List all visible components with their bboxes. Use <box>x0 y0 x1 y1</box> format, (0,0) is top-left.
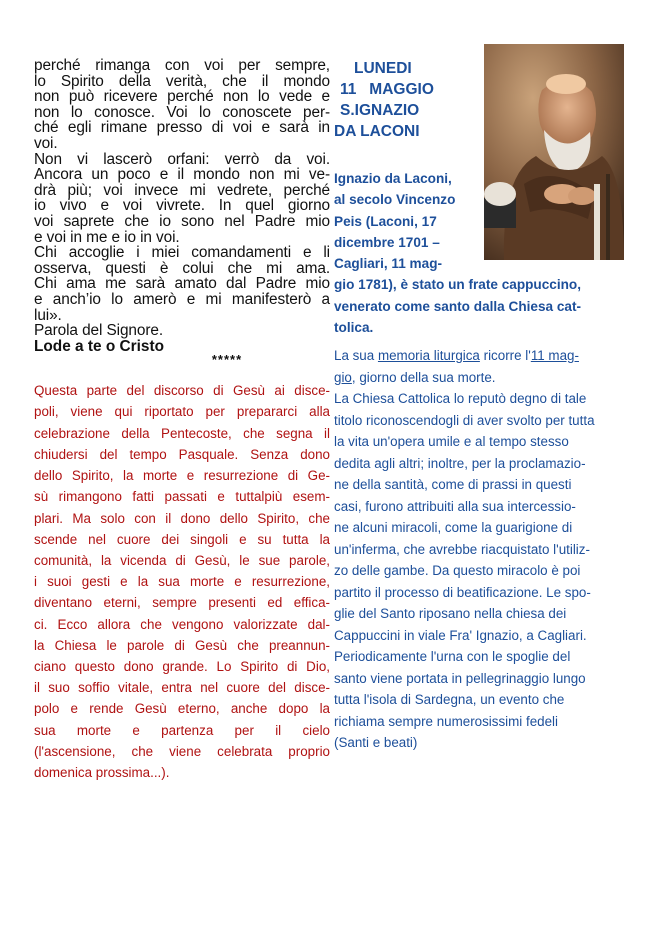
link-11-maggio-cont[interactable]: gio <box>334 369 352 385</box>
saint-name-line1: S.IGNAZIO <box>340 102 420 119</box>
body-line: ne alcuni miracoli, come la guarigione di <box>334 520 573 535</box>
intro-line: Ignazio da Laconi, <box>334 171 452 186</box>
gospel-line: ché egli rimane presso di voi e sarà in <box>34 119 330 137</box>
body-text: , giorno della sua morte. <box>351 369 496 385</box>
date: 11 MAGGIO <box>340 81 434 98</box>
body-line: Cappuccini in viale Fra' Ignazio, a Cagliari. <box>334 627 587 643</box>
commentary-line: sua morte e partenza per il cielo <box>34 722 330 738</box>
commentary-line: polo e rende Gesù eterno, anche dopo la <box>34 701 330 717</box>
intro-line: tolica. <box>334 320 374 336</box>
commentary-line: celebrazione della Pentecoste, che segna il <box>34 425 330 441</box>
weekday: LUNEDI <box>354 60 412 77</box>
body-line <box>334 345 626 367</box>
date-heading <box>334 58 434 142</box>
gospel-text <box>34 58 330 339</box>
intro-line: dicembre 1701 – <box>334 234 440 250</box>
body-line: richiama sempre numerosissimi fedeli <box>334 713 558 729</box>
gospel-line: lo Spirito della verità, che il mondo <box>34 72 330 90</box>
acclamation: Lode a te o Cristo <box>34 337 164 355</box>
gospel-column <box>34 58 330 783</box>
body-line: casi, furono attribuiti alla sua intercessio- <box>334 498 576 514</box>
saint-biography <box>334 345 626 754</box>
intro-line: gio 1781), è stato un frate cappuccino, <box>334 277 582 293</box>
body-text: ricorre l' <box>479 348 531 363</box>
commentary-line: Questa parte del discorso di Gesù ai disce- <box>34 383 330 399</box>
commentary-line: domenica prossima...). <box>34 764 170 780</box>
link-11-maggio[interactable]: 11 mag- <box>530 348 579 363</box>
commentary-line: scende nel cuore dei singoli e su tutta la <box>34 531 330 547</box>
gospel-line: io vivo e voi vivrete. In quel giorno <box>34 197 330 215</box>
commentary-line: dello Spirito, la morte e resurrezione di Ge- <box>34 468 330 484</box>
body-text: La sua <box>334 348 378 363</box>
commentary <box>34 380 330 783</box>
intro-line: venerato come santo dalla Chiesa cat- <box>334 298 582 314</box>
commentary-line: sù rimangono fatti passati e tuttalpiù esem- <box>34 489 330 505</box>
body-line: (Santi e beati) <box>334 735 418 750</box>
body-line: La Chiesa Cattolica lo reputò degno di tale <box>334 391 587 406</box>
body-line: tutta l'isola di Sardegna, un evento che <box>334 692 565 707</box>
gospel-line: Ancora un poco e il mondo non mi ve- <box>34 166 330 184</box>
body-line: glie del Santo riposano nella chiesa dei <box>334 606 567 621</box>
gospel-line: non può ricevere perché non lo vede e <box>34 88 330 106</box>
gospel-line: voi. <box>34 134 58 152</box>
gospel-line: lui». <box>34 306 62 324</box>
gospel-line: voi saprete che io sono nel Padre mio <box>34 212 330 230</box>
gospel-line: perché rimanga con voi per sempre, <box>34 57 330 74</box>
commentary-line: ci. Ecco allora che vengono valorizzate dal- <box>34 616 330 632</box>
gospel-line: Non vi lascerò orfani: verrò da voi. <box>34 150 330 168</box>
gospel-line: Parola del Signore. <box>34 322 164 340</box>
gospel-line: non lo conosce. Voi lo conoscete per- <box>34 103 330 121</box>
gospel-line: drà più; voi invece mi vedrete, perché <box>34 181 330 199</box>
body-line: un'inferma, che avrebbe riacquistato l'utiliz- <box>334 541 590 557</box>
commentary-line: chiudersi del tempo Pasquale. Senza dono <box>34 446 330 462</box>
gospel-line: e voi in me e io in voi. <box>34 228 180 246</box>
commentary-line: (l'ascensione, che viene celebrata proprio <box>34 743 330 759</box>
intro-line: Peis (Laconi, 17 <box>334 213 437 229</box>
body-line: titolo riconoscendogli di aver svolto per tutta <box>334 412 595 428</box>
body-line: ne della santità, come di prassi in questi <box>334 477 572 492</box>
commentary-line: ciano questo dono grande. Lo Spirito di Dio, <box>34 658 330 674</box>
gospel-line: osserva, questi è colui che mi ama. <box>34 259 330 277</box>
commentary-line: comunità, la vicenda di Gesù, le sue parole, <box>34 552 330 568</box>
intro-line: Cagliari, 11 mag- <box>334 256 443 272</box>
saint-intro <box>334 168 624 338</box>
commentary-line: poli, viene qui riportato per prepararci alla <box>34 404 330 420</box>
body-line: dedita agli altri; inoltre, per la proclamazio- <box>334 455 586 471</box>
commentary-line: plari. Ma solo con il dono dello Spirito, che <box>34 510 330 526</box>
gospel-line: Chi ama me sarà amato dal Padre mio <box>34 275 330 293</box>
link-memoria-liturgica[interactable]: memoria liturgica <box>377 348 480 363</box>
body-line <box>334 367 626 389</box>
gospel-line: e anch’io lo amerò e mi manifesterò a <box>34 290 330 308</box>
commentary-line: diventano eterni, sempre presenti ed effica- <box>34 595 330 611</box>
gospel-line: Chi accoglie i miei comandamenti e li <box>34 244 330 262</box>
commentary-line: la Chiesa le parole di Gesù che preannun- <box>34 637 330 653</box>
separator-stars: ***** <box>211 352 243 368</box>
body-line: santo viene portata in pellegrinaggio lungo <box>334 670 586 686</box>
body-line: zo delle gambe. Da questo miracolo è poi <box>334 563 581 578</box>
body-line: partito il processo di beatificazione. Le spo- <box>334 584 591 600</box>
commentary-line: il suo soffio vitale, entra nel cuore del disce- <box>34 680 330 696</box>
intro-line: al secolo Vincenzo <box>334 192 456 208</box>
body-line: Periodicamente l'urna con le spoglie del <box>334 649 571 664</box>
body-line: la vita un'opera umile e al tempo stesso <box>334 434 569 449</box>
saint-name-line2: DA LACONI <box>334 123 420 140</box>
commentary-line: i suoi gesti e la sua morte e resurrezione, <box>34 574 330 590</box>
